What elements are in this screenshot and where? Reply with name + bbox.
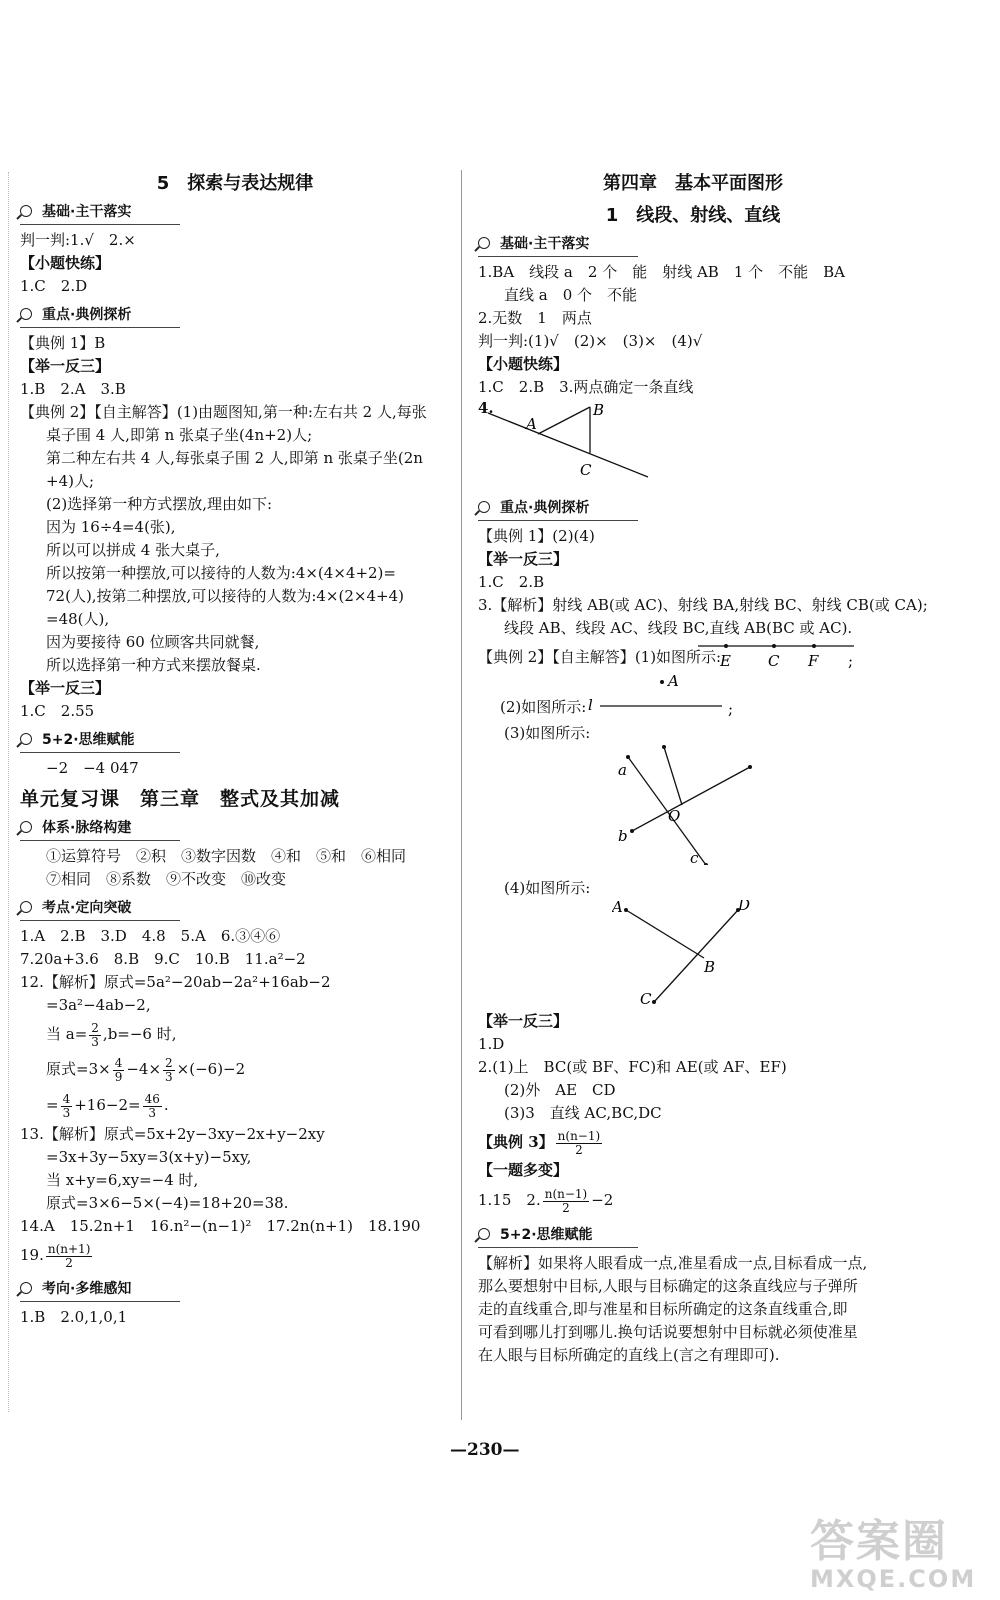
text-line: 1.C 2.D: [20, 277, 88, 295]
section-header-kaoxiang: 考向·多维感知: [20, 1278, 180, 1302]
point-right: [748, 765, 752, 769]
text-line: 1.C 2.55: [20, 702, 95, 720]
figure-triangle: [478, 399, 678, 491]
text-line: 走的直线重合,即与准星和目标所确定的这条直线重合,即: [478, 1300, 848, 1318]
text-line: 1.C 2.B 3.两点确定一条直线: [478, 378, 694, 396]
text-line: ①运算符号 ②积 ③数字因数 ④和 ⑤和 ⑥相同: [46, 847, 407, 865]
magnifier-icon: [20, 205, 32, 217]
point-label-a: A: [612, 900, 623, 916]
point-f: [812, 644, 816, 648]
text-line: 当 a= $\frac{2}{3}$ ,b=−6 时,: [46, 1020, 177, 1049]
watermark: [810, 1505, 976, 1593]
text-line: 2.无数 1 两点: [478, 309, 592, 327]
text-line: (3)如图所示:: [504, 724, 591, 742]
text-line: 2.(1)上 BC(或 BF、FC)和 AE(或 AF、EF): [478, 1058, 787, 1076]
line-ac: [488, 413, 648, 477]
text-line: 7.20a+3.6 8.B 9.C 10.B 11.a²−2: [20, 950, 306, 968]
text-line: ⑦相同 ⑧系数 ⑨不改变 ⑩改变: [46, 870, 287, 888]
magnifier-icon: [20, 821, 32, 833]
section-header-jichu: 基础·主干落实: [478, 233, 638, 257]
line-b-upper: [664, 747, 682, 805]
point-label-c: c: [690, 849, 699, 865]
point-e: [724, 644, 728, 648]
text-line: +4)人;: [46, 472, 95, 490]
text-line: 线段 AB、线段 AC、线段 BC,直线 AB(BC 或 AC).: [504, 619, 853, 637]
magnifier-icon: [478, 501, 490, 513]
text-line: 所以选择第一种方式来摆放餐桌.: [46, 656, 261, 674]
section-header-tixi: 体系·脉络构建: [20, 817, 180, 841]
text-line: 19. $\frac{n(n+1)}{2}$: [20, 1241, 91, 1270]
text-line: 14.A 15.2n+1 16.n²−(n−1)² 17.2n(n+1) 18.190: [20, 1217, 421, 1235]
text-line: 那么要想射中目标,人眼与目标确定的这条直线应与子弹所: [478, 1277, 858, 1295]
section-header-siwei: 5+2·思维赋能: [478, 1224, 638, 1248]
point-label-b: b: [618, 827, 628, 845]
point-label-o: O: [668, 807, 681, 825]
fraction: $\frac{n(n-1)}{2}$: [557, 1128, 601, 1157]
text-line: 1.A 2.B 3.D 4.8 5.A 6.③④⑥: [20, 927, 281, 945]
point-label-f: F: [808, 652, 819, 670]
point-top: [662, 745, 666, 749]
point-c: [652, 1000, 656, 1004]
line-label-l: l: [588, 696, 593, 714]
text-line: 12.【解析】原式=5a²−20ab−2a²+16ab−2: [20, 973, 331, 991]
text-line: 可看到哪儿打到哪儿.换句话说要想射中目标就必须使准星: [478, 1323, 858, 1341]
text-line: 原式=3× $\frac{4}{9}$ −4× $\frac{2}{3}$ ×(−6)−2: [46, 1055, 246, 1084]
column-divider: [461, 170, 462, 1420]
label-xiaoti: 【小题快练】: [20, 254, 111, 272]
text-line: 【典例 3】 $\frac{n(n-1)}{2}$: [478, 1128, 601, 1157]
point-a: [626, 755, 630, 759]
label-yitiduobian: 【一题多变】: [478, 1161, 569, 1179]
text-line: 【典例 1】B: [20, 334, 106, 352]
watermark-en: MXQE.COM: [810, 1565, 977, 1593]
fraction: $\frac{2}{3}$: [91, 1020, 99, 1049]
figure-line-efc: [696, 640, 866, 672]
figure-triangle-row: 4. A B C: [478, 399, 908, 491]
text-line: 1.B 2.A 3.B: [20, 380, 126, 398]
text-line: = $\frac{4}{3}$ +16−2= $\frac{46}{3}$ .: [46, 1091, 169, 1120]
segment-ab: [626, 910, 704, 958]
text-line: 当 x+y=6,xy=−4 时,: [46, 1171, 199, 1189]
text-line: −2 −4 047: [46, 759, 139, 777]
magnifier-icon: [478, 1228, 490, 1240]
label-jyfs: 【举一反三】: [478, 1012, 569, 1030]
point-label-e: E: [720, 652, 731, 670]
figure-three-lines: [606, 745, 786, 865]
text-line: 1.B 2.0,1,0,1: [20, 1308, 128, 1326]
point-label-a: A: [668, 672, 679, 690]
fraction: $\frac{4}{9}$: [114, 1055, 123, 1084]
figure-abcd: [612, 900, 792, 1010]
text-line: 原式=3×6−5×(−4)=18+20=38.: [46, 1194, 289, 1212]
text-line: 【典例 1】(2)(4): [478, 527, 595, 545]
text-line: 直线 a 0 个 不能: [504, 286, 638, 304]
section-header-jichu: 基础·主干落实: [20, 201, 180, 225]
text-line: 72(人),按第二种摆放,可以接待的人数为:4×(2×4+4): [46, 587, 404, 605]
text-line: 因为要接待 60 位顾客共同就餐,: [46, 633, 260, 651]
text-line: 所以可以拼成 4 张大桌子,: [46, 541, 220, 559]
point-b: [630, 829, 634, 833]
chapter-title: 第四章 基本平面图形: [603, 173, 783, 194]
point-a: [660, 680, 664, 684]
point-label-c: C: [768, 652, 780, 670]
text-line: 判一判:1.√ 2.×: [20, 231, 136, 249]
segment-ab: [538, 407, 590, 434]
text-line: 3.【解析】射线 AB(或 AC)、射线 BA,射线 BC、射线 CB(或 CA);: [478, 596, 928, 614]
text-line: =3x+3y−5xy=3(x+y)−5xy,: [46, 1148, 252, 1166]
label-jyfs: 【举一反三】: [478, 550, 569, 568]
point-a: [624, 908, 628, 912]
point-label-b: B: [593, 401, 605, 419]
point-label-c: C: [580, 461, 592, 479]
section-header-kaodian: 考点·定向突破: [20, 897, 180, 921]
magnifier-icon: [478, 237, 490, 249]
text-line: (4)如图所示:: [504, 879, 591, 897]
magnifier-icon: [20, 1282, 32, 1294]
figure-abcd-row: [478, 900, 908, 1010]
text-line: 因为 16÷4=4(张),: [46, 518, 176, 536]
left-column: [20, 165, 450, 1329]
label-jyfs: 【举一反三】: [20, 679, 111, 697]
right-column: [478, 165, 928, 1367]
fraction: $\frac{46}{3}$: [144, 1091, 160, 1120]
text-line: 【解析】如果将人眼看成一点,准星看成一点,目标看成一点,: [478, 1254, 868, 1272]
text-line: =3a²−4ab−2,: [46, 996, 151, 1014]
label-jyfs: 【举一反三】: [20, 357, 111, 375]
point-label-d: D: [738, 900, 751, 914]
text-line: =48(人),: [46, 610, 110, 628]
text-line: 1.BA 线段 a 2 个 能 射线 AB 1 个 不能 BA: [478, 263, 845, 281]
text-line: 在人眼与目标所确定的直线上(言之有理即可).: [478, 1346, 780, 1364]
figure-point-line: [586, 672, 766, 722]
text-line: 【典例 2】【自主解答】(1)由题图知,第一种:左右共 2 人,每张: [20, 403, 427, 421]
section-title: 1 线段、射线、直线: [605, 205, 781, 226]
text-line: 1.D: [478, 1035, 505, 1053]
figure-point-line-row: (2)如图所示: A l ;: [478, 672, 908, 722]
point-label-a: A: [526, 415, 537, 433]
text-line: 1.15 2. $\frac{n(n-1)}{2}$ −2: [478, 1186, 614, 1215]
text-line: 第二种左右共 4 人,每张桌子围 2 人,即第 n 张桌子坐(2n: [46, 449, 423, 467]
fraction: $\frac{2}{3}$: [165, 1055, 173, 1084]
text-line: 13.【解析】原式=5x+2y−3xy−2x+y−2xy: [20, 1125, 325, 1143]
section-header-siwei: 5+2·思维赋能: [20, 729, 180, 753]
text-line: (2)选择第一种方式摆放,理由如下:: [46, 495, 273, 513]
fraction: $\frac{n(n-1)}{2}$: [544, 1186, 588, 1215]
point-label-c: C: [640, 990, 652, 1008]
section-header-zhongdian: 重点·典例探析: [20, 304, 180, 328]
text-line: 判一判:(1)√ (2)× (3)× (4)√: [478, 332, 703, 350]
left-margin-rule: [8, 172, 9, 1412]
text-line: 所以按第一种摆放,可以接待的人数为:4×(4×4+2)=: [46, 564, 396, 582]
section-header-zhongdian: 重点·典例探析: [478, 497, 638, 521]
fraction: $\frac{n(n+1)}{2}$: [47, 1241, 91, 1270]
point-label-b: B: [704, 958, 716, 976]
watermark-cn: 答案圈: [810, 1516, 948, 1567]
separator: ;: [848, 652, 854, 670]
fraction: $\frac{4}{3}$: [62, 1091, 71, 1120]
text-line: (2)外 AE CD: [504, 1081, 616, 1099]
point-c: [772, 644, 776, 648]
section-title: 5 探索与表达规律: [156, 173, 314, 194]
point-label-a: a: [618, 761, 627, 779]
line-c: [632, 767, 750, 831]
figure-three-lines-row: [478, 745, 908, 865]
magnifier-icon: [20, 308, 32, 320]
segment-dc: [654, 910, 738, 1002]
text-line: 桌子围 4 人,即第 n 张桌子坐(4n+2)人;: [46, 426, 313, 444]
page-number: —230—: [450, 1440, 520, 1460]
figure-line-efc-row: 【典例 2】【自主解答】(1)如图所示: E C F ;: [478, 640, 908, 672]
magnifier-icon: [20, 901, 32, 913]
text-line: (3)3 直线 AC,BC,DC: [504, 1104, 662, 1122]
magnifier-icon: [20, 733, 32, 745]
label-xiaoti: 【小题快练】: [478, 355, 569, 373]
unit-title: 单元复习课 第三章 整式及其加减: [20, 788, 341, 810]
separator: ;: [728, 700, 734, 718]
text-line: 1.C 2.B: [478, 573, 545, 591]
